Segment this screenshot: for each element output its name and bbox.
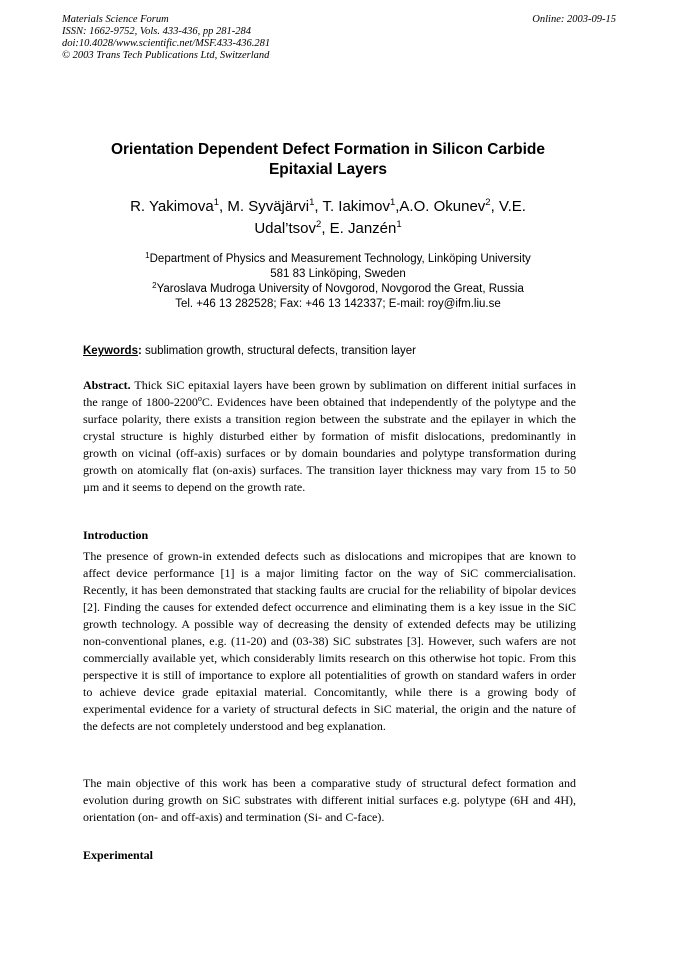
affiliation-number: 2	[152, 281, 157, 290]
affiliations	[90, 252, 586, 312]
copyright-line: © 2003 Trans Tech Publications Ltd, Switzerland	[62, 50, 270, 61]
keywords-text: sublimation growth, structural defects, transition layer	[141, 345, 417, 357]
keywords-label: Keywords	[83, 345, 138, 357]
section-heading-introduction: Introduction	[83, 528, 149, 542]
author-name: R. Yakimova	[130, 198, 214, 215]
online-date: Online: 2003-09-15	[532, 14, 616, 25]
author-name-part: Udal’tsov	[254, 220, 317, 237]
issn-line: ISSN: 1662-9752, Vols. 433-436, pp 281-284	[62, 26, 251, 37]
author-separator: ,	[219, 198, 228, 215]
affiliation-text: Department of Physics and Measurement Technology, Linköping University	[149, 253, 531, 265]
paper-title	[80, 140, 576, 180]
title-line-2: Epitaxial Layers	[268, 161, 388, 178]
affiliation-marker: 1	[389, 197, 396, 208]
abstract	[83, 377, 576, 496]
affiliation-marker: 1	[309, 197, 315, 208]
affiliation-text: Yaroslava Mudroga University of Novgorod, Novgorod the Great, Russia	[156, 283, 524, 295]
title-line-1: Orientation Dependent Defect Formation in Silicon Carbide	[110, 141, 546, 158]
author-list	[90, 196, 566, 240]
author-separator: ,	[395, 198, 400, 215]
abstract-text: Thick SiC epitaxial layers have been grown by sublimation on different initial surfaces in the range of 1800-2200	[83, 378, 576, 409]
abstract-text-continued: C. Evidences have been obtained that independently of the polytype and the surface polarity, there exists a transition region between the substrate and the epilayer in which the crystal structure is highly disturbed either by formation of misfit dislocations, predominantly in growth on vicinal (off-axis) surfaces or by domain boundaries and polytype transformation during growth on atomically flat (on-axis) surfaces. The transition layer thickness may vary from 15 to 50 µm and it seems to depend on the growth rate.	[83, 395, 576, 494]
journal-name: Materials Science Forum	[62, 14, 169, 25]
abstract-label: Abstract.	[83, 378, 131, 392]
journal-metadata	[62, 14, 270, 62]
affiliation-marker: 1	[213, 197, 220, 208]
author-name: M. Syväjärvi	[227, 198, 310, 215]
author-name: A.O. Okunev	[399, 198, 486, 215]
keywords	[83, 344, 583, 359]
author-name: E. Janzén	[329, 220, 397, 237]
affiliation-2	[90, 282, 586, 297]
affiliation-marker: 2	[316, 219, 322, 230]
author-separator: ,	[490, 198, 499, 215]
introduction-paragraph-1: The presence of grown-in extended defects such as dislocations and micropipes that are known to affect device performance [1] is a major limiting factor on the way of SiC commercialisation. Recently, it has been demonstrated that stacking faults are crucial for the reliability of bipolar devices [2]. Finding the causes for extended defect occurrence and eliminating them is a key issue in the SiC growth technology. A possible way of decreasing the density of extended defects may be utilizing non-conventional planes, e.g. (11-20) and (03-38) SiC substrates [3]. However, such wafers are not commercially available yet, which considerably limits research on this otherwise hot topic. From this perspective it is still of importance to explore all potentialities of growth on standard wafers in order to achieve device grade epitaxial material. Concomitantly, while there is a growing body of experimental evidence for a variety of structural defects in SiC material, the origin and the nature of the defects are not completely understood and beg explanation.	[83, 549, 576, 733]
affiliation-marker: 1	[396, 219, 402, 230]
keywords-colon: :	[137, 345, 142, 357]
contact-line: Tel. +46 13 282528; Fax: +46 13 142337; E-mail: roy@ifm.liu.se	[175, 298, 501, 310]
affiliation-1	[90, 252, 586, 267]
author-name: T. Iakimov	[322, 198, 390, 215]
doi-line: doi:10.4028/www.scientific.net/MSF.433-436.281	[62, 38, 271, 49]
author-name-part: V.E.	[498, 198, 526, 215]
degree-symbol: o	[197, 394, 202, 403]
author-separator: ,	[321, 220, 330, 237]
introduction-paragraph-2: The main objective of this work has been a comparative study of structural defect formation and evolution during growth on SiC substrates with different initial surfaces e.g. polytype (6H and 4H), orientation (on- and off-axis) and termination (Si- and C-face).	[83, 776, 576, 824]
affiliation-1-address: 581 83 Linköping, Sweden	[270, 268, 406, 280]
section-heading-experimental: Experimental	[83, 848, 153, 862]
affiliation-number: 1	[145, 251, 150, 260]
author-separator: ,	[314, 198, 323, 215]
affiliation-marker: 2	[485, 197, 491, 208]
